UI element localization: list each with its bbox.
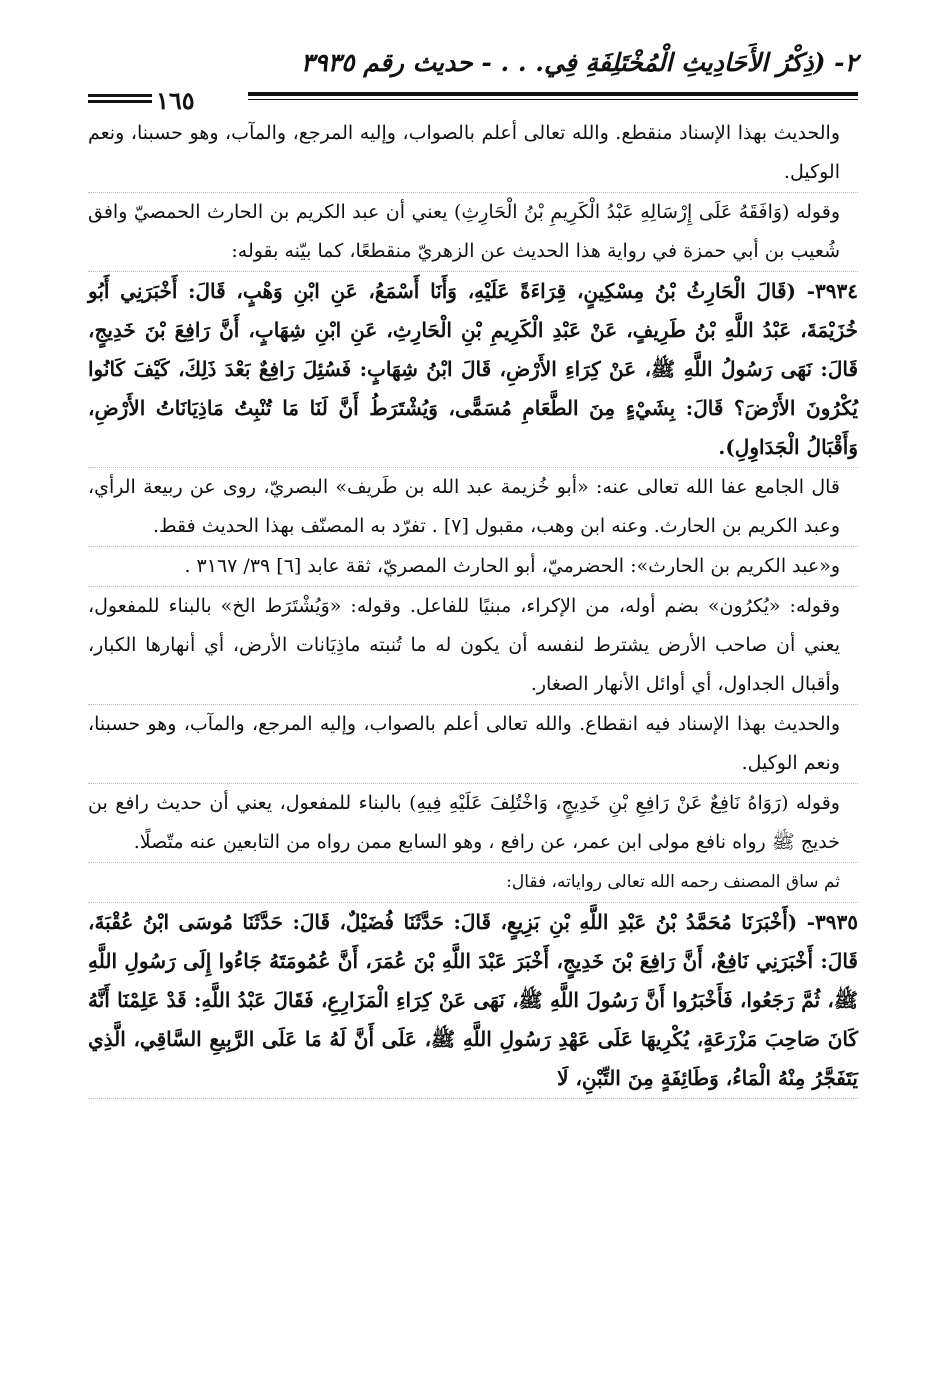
- paragraph-commentary: وقوله (رَوَاهُ نَافِعٌ عَنْ رَافِعِ بْنِ خَدِيجٍ، وَاخْتُلِفَ عَلَيْهِ فِيهِ) بالبناء للمفعول، يعني أن حديث رافع بن خديج ﷺ رواه نافع مولى ابن عمر، عن رافع ، وهو السابع ممن رواه من التابعين عنه متّصلًا.: [88, 784, 858, 863]
- book-page: [88, 40, 858, 1099]
- paragraph-commentary: والحديث بهذا الإسناد فيه انقطاع. والله تعالى أعلم بالصواب، وإليه المرجع، والمآب، وهو حسبنا، ونعم الوكيل.: [88, 705, 858, 784]
- paragraph-transition: ثم ساق المصنف رحمه الله تعالى رواياته، فقال:: [88, 863, 858, 903]
- hadith-3934: ٣٩٣٤- (قَالَ الْحَارِثُ بْنُ مِسْكِينٍ، قِرَاءَةً عَلَيْهِ، وَأَنَا أَسْمَعُ، عَنِ ابْنِ وَهْبٍ، قَالَ: أَخْبَرَنِي أَبُو خُزَيْمَةَ، عَبْدُ اللَّهِ بْنُ طَرِيفٍ، عَنْ عَبْدِ الْكَرِيمِ بْنِ الْحَارِثِ، عَنِ ابْنِ شِهَابٍ، أَنَّ رَافِعَ بْنَ خَدِيجٍ، قَالَ: نَهَى رَسُولُ اللَّهِ ﷺ، عَنْ كِرَاءِ الأَرْضِ، قَالَ ابْنُ شِهَابٍ: فَسُئِلَ رَافِعٌ بَعْدَ ذَلِكَ، كَيْفَ كَانُوا يُكْرُونَ الأَرْضَ؟ قَالَ: بِشَيْءٍ مِنَ الطَّعَامِ مُسَمًّى، وَيُشْتَرَطُ أَنَّ لَنَا مَا تُنْبِتُ مَاذِيَانَاتُ الأَرْضِ، وَأَقْبَالُ الْجَدَاوِلِ).: [88, 272, 858, 468]
- paragraph-word-explanation: وقوله: «يُكرُون» بضم أوله، من الإكراء، مبنيًا للفاعل. وقوله: «وَيُشْتَرَط الخ» بالبناء للمفعول، يعني أن صاحب الأرض يشترط لنفسه أن يكون له ما تُنبته ماذِيَانات الأرض، أي أنهارها الكبار، وأقبال الجداول، أي أوائل الأنهار الصغار.: [88, 587, 858, 705]
- page-body: [88, 114, 858, 1099]
- paragraph-commentary: والحديث بهذا الإسناد منقطع. والله تعالى أعلم بالصواب، وإليه المرجع، والمآب، وهو حسبنا، ونعم الوكيل.: [88, 114, 858, 193]
- page-number-rule-second: [88, 100, 152, 103]
- page-number: ١٦٥: [156, 86, 195, 115]
- hadith-3935: ٣٩٣٥- (أَخْبَرَنَا مُحَمَّدُ بْنُ عَبْدِ اللَّهِ بْنِ بَزِيعٍ، قَالَ: حَدَّثَنَا فُضَيْلٌ، قَالَ: حَدَّثَنَا مُوسَى ابْنُ عُقْبَةَ، قَالَ: أَخْبَرَنِي نَافِعٌ، أَنَّ رَافِعَ بْنَ خَدِيجٍ، أَخْبَرَ عَبْدَ اللَّهِ بْنَ عُمَرَ، أَنَّ عُمُومَتَهُ جَاءُوا إِلَى رَسُولِ اللَّهِ ﷺ، ثُمَّ رَجَعُوا، فَأَخْبَرُوا أَنَّ رَسُولَ اللَّهِ ﷺ، نَهَى عَنْ كِرَاءِ الْمَزَارِعِ، فَقَالَ عَبْدُ اللَّهِ: قَدْ عَلِمْنَا أَنَّهُ كَانَ صَاحِبَ مَزْرَعَةٍ، يُكْرِيهَا عَلَى عَهْدِ رَسُولِ اللَّهِ ﷺ، عَلَى أَنَّ لَهُ مَا عَلَى الرَّبِيعِ السَّاقِي، الَّذِي يَتَفَجَّرُ مِنْهُ الْمَاءُ، وَطَائِفَةٍ مِنَ التِّبْنِ، لَا: [88, 903, 858, 1099]
- paragraph-narrator-notes: قال الجامع عفا الله تعالى عنه: «أبو خُزيمة عبد الله بن طَريف» البصريّ، روى عن ربيعة الرأي، وعبد الكريم بن الحارث. وعنه ابن وهب، مقبول [٧] . تفرّد به المصنّف بهذا الحديث فقط.: [88, 468, 858, 547]
- chapter-title: ٢- (ذِكْرُ الأَحَادِيثِ الْمُخْتَلِفَةِ فِي. . . - حديث رقم ٣٩٣٥: [300, 48, 858, 77]
- page-number-rule: [88, 94, 152, 97]
- paragraph-commentary: وقوله (وَافَقَهُ عَلَى إِرْسَالِهِ عَبْدُ الْكَرِيمِ بْنُ الْحَارِثِ) يعني أن عبد الكريم بن الحارث الحمصيّ وافق شُعيب بن أبي حمزة في رواية هذا الحديث عن الزهريّ منقطعًا، كما بيّنه بقوله:: [88, 193, 858, 272]
- header-rule: [248, 92, 858, 96]
- running-header: [88, 40, 858, 115]
- paragraph-narrator-notes: و«عبد الكريم بن الحارث»: الحضرميّ، أبو الحارث المصريّ، ثقة عابد [٦] ٣٩/ ٣١٦٧ .: [88, 547, 858, 587]
- header-rule-thin: [248, 99, 858, 100]
